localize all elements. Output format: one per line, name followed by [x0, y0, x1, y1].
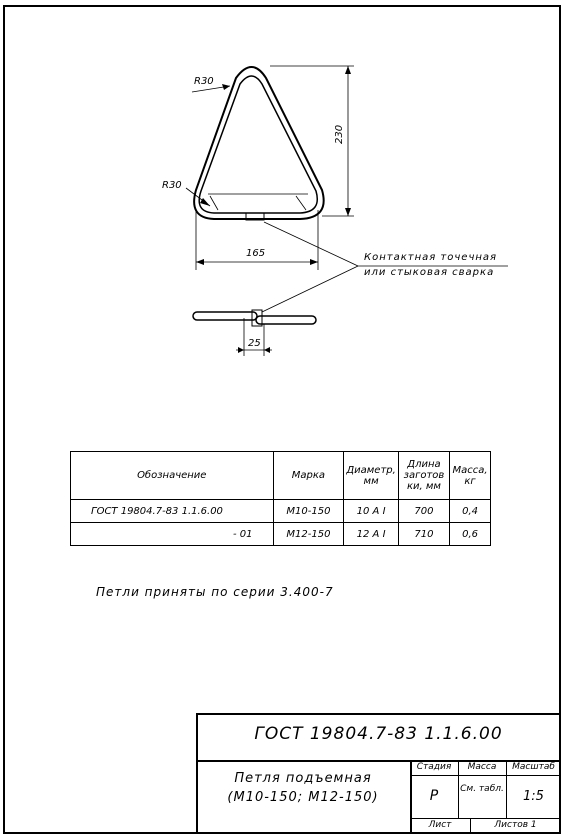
header-mass: Масса, кг — [450, 452, 491, 500]
cell-length: 710 — [398, 523, 449, 546]
sheet-label: Лист — [428, 820, 452, 830]
sheets-label: Листов 1 — [494, 820, 537, 830]
cell-length: 700 — [398, 500, 449, 523]
side-view-left — [193, 312, 257, 320]
gap-dimension-label: 25 — [248, 338, 261, 349]
weld-note-line2: или стыковая сварка — [364, 267, 495, 278]
specification-table — [70, 451, 491, 546]
stage-value: Р — [429, 788, 439, 804]
header-diameter: Диаметр, мм — [344, 452, 399, 500]
cell-mark: М10-150 — [273, 500, 344, 523]
table-header-row — [71, 452, 491, 500]
height-dimension-label: 230 — [334, 124, 345, 144]
side-view-right — [256, 316, 316, 324]
loop-outer — [194, 67, 324, 219]
cell-designation: ГОСТ 19804.7-83 1.1.6.00 — [71, 500, 274, 523]
document-name-line2: (М10-150; М12-150) — [227, 790, 379, 805]
document-name-line1: Петля подъемная — [234, 771, 372, 786]
mass-value: См. табл. — [460, 784, 504, 794]
cell-diameter: 12 А I — [344, 523, 399, 546]
scale-label: Масштаб — [512, 762, 555, 772]
stage-label: Стадия — [416, 762, 452, 772]
cell-mass: 0,4 — [450, 500, 491, 523]
header-mark: Марка — [273, 452, 344, 500]
scale-value: 1:5 — [523, 789, 544, 804]
table-row — [71, 500, 491, 523]
header-designation: Обозначение — [71, 452, 274, 500]
table-row — [71, 523, 491, 546]
cell-designation: - 01 — [71, 523, 274, 546]
cell-mass: 0,6 — [450, 523, 491, 546]
mass-label: Масса — [467, 762, 497, 772]
radius-label-bottom: R30 — [162, 180, 182, 191]
header-length: Длина заготов ки, мм — [398, 452, 449, 500]
series-note: Петли приняты по серии 3.400-7 — [96, 585, 334, 599]
cell-diameter: 10 А I — [344, 500, 399, 523]
cell-mark: М12-150 — [273, 523, 344, 546]
document-code: ГОСТ 19804.7-83 1.1.6.00 — [254, 724, 503, 744]
radius-label-top: R30 — [194, 76, 214, 87]
width-dimension-label: 165 — [246, 248, 266, 259]
weld-note-line1: Контактная точечная — [364, 252, 498, 263]
